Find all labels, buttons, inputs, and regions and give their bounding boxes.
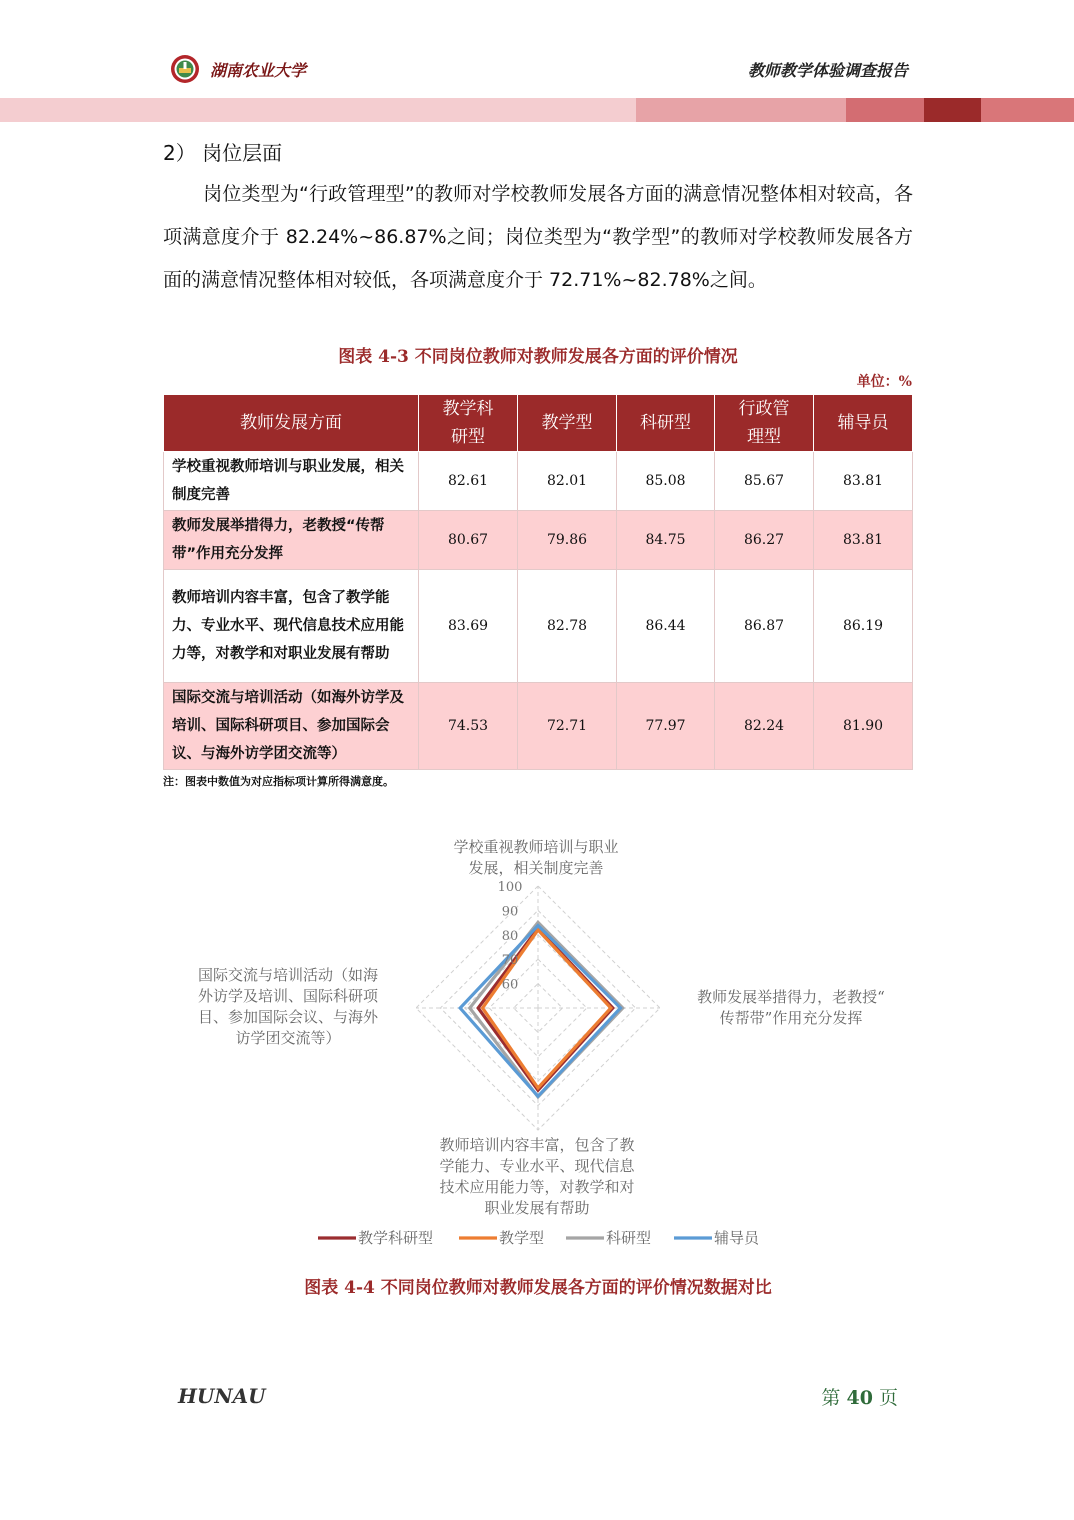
cell-value: 79.86 (518, 511, 617, 570)
footer-brand: HUNAU (178, 1384, 266, 1408)
row-aspect: 教师培训内容丰富，包含了教学能力、专业水平、现代信息技术应用能力等，对教学和对职业发展有帮助 (164, 570, 419, 683)
cell-value: 86.19 (814, 570, 913, 683)
legend-label: 教学型 (499, 1229, 545, 1247)
body-paragraph (163, 173, 913, 302)
cell-value: 82.24 (715, 683, 814, 770)
col-header-teaching: 教学型 (518, 395, 617, 452)
cell-value: 77.97 (617, 683, 715, 770)
cell-value: 83.81 (814, 452, 913, 511)
cell-value: 81.90 (814, 683, 913, 770)
tick-label: 60 (501, 977, 519, 993)
col-header-research: 科研型 (617, 395, 715, 452)
report-title: 教师教学体验调查报告 (747, 61, 908, 80)
cell-value: 86.87 (715, 570, 814, 683)
table-note: 注：图表中数值为对应指标项计算所得满意度。 (163, 775, 394, 788)
table-row (164, 452, 913, 511)
cell-value: 86.44 (617, 570, 715, 683)
axis-label: 学校重视教师培训与职业发展，相关制度完善 (453, 838, 619, 877)
radar-chart (160, 828, 916, 1258)
cell-value: 80.67 (419, 511, 518, 570)
tick-label: 90 (501, 904, 519, 920)
tick-label: 80 (501, 928, 519, 944)
university-name: 湖南农业大学 (210, 61, 307, 80)
col-header-aspect: 教师发展方面 (164, 395, 419, 452)
table-row (164, 683, 913, 770)
legend-label: 科研型 (606, 1229, 652, 1247)
cell-value: 85.67 (715, 452, 814, 511)
evaluation-table (163, 394, 913, 770)
page-suffix: 页 (878, 1387, 898, 1409)
cell-value: 84.75 (617, 511, 715, 570)
cell-value: 83.69 (419, 570, 518, 683)
legend-label: 辅导员 (714, 1229, 760, 1247)
cell-value: 72.71 (518, 683, 617, 770)
row-aspect: 国际交流与培训活动（如海外访学及培训、国际科研项目、参加国际会议、与海外访学团交流等） (164, 683, 419, 770)
cell-value: 82.78 (518, 570, 617, 683)
university-logo-icon (170, 54, 200, 84)
col-header-teaching-research: 教学科研型 (419, 395, 518, 452)
tick-label: 100 (497, 880, 523, 895)
cell-value: 86.27 (715, 511, 814, 570)
page-number-value: 40 (846, 1387, 873, 1409)
cell-value: 83.81 (814, 511, 913, 570)
paragraph-text: 岗位类型为“行政管理型”的教师对学校教师发展各方面的满意情况整体相对较高，各项满意度介于 82.24%~86.87%之间；岗位类型为“教学型”的教师对学校教师发展各方面的满意情况整体相对较低，各项满意度介于 72.71%~82.78%之间。 (163, 183, 913, 291)
cell-value: 85.08 (617, 452, 715, 511)
table-row (164, 511, 913, 570)
figure-caption: 图表 4-4 不同岗位教师对教师发展各方面的评价情况数据对比 (304, 1278, 772, 1298)
table-caption: 图表 4-3 不同岗位教师对教师发展各方面的评价情况 (338, 347, 738, 367)
section-heading: 2） 岗位层面 (163, 141, 283, 165)
axis-label: 教师培训内容丰富，包含了教学能力、专业水平、现代信息技术应用能力等，对教学和对职业发展有帮助 (439, 1136, 635, 1217)
table-row (164, 570, 913, 683)
tick-label: 70 (501, 953, 519, 969)
table-header-row (164, 395, 913, 452)
axis-label: 国际交流与培训活动（如海外访学及培训、国际科研项目、参加国际会议、与海外访学团交流等） (197, 966, 379, 1047)
page-prefix: 第 (821, 1387, 841, 1409)
col-header-admin: 行政管理型 (715, 395, 814, 452)
page-number (821, 1383, 898, 1410)
col-header-counselor: 辅导员 (814, 395, 913, 452)
legend-label: 教学科研型 (358, 1229, 434, 1247)
series-polygon (470, 922, 623, 1097)
cell-value: 82.61 (419, 452, 518, 511)
row-aspect: 教师发展举措得力，老教授“传帮带”作用充分发挥 (164, 511, 419, 570)
row-aspect: 学校重视教师培训与职业发展，相关制度完善 (164, 452, 419, 511)
cell-value: 74.53 (419, 683, 518, 770)
cell-value: 82.01 (518, 452, 617, 511)
table-unit: 单位：% (856, 374, 912, 390)
axis-label: 教师发展举措得力，老教授“传帮带”作用充分发挥 (697, 988, 885, 1027)
